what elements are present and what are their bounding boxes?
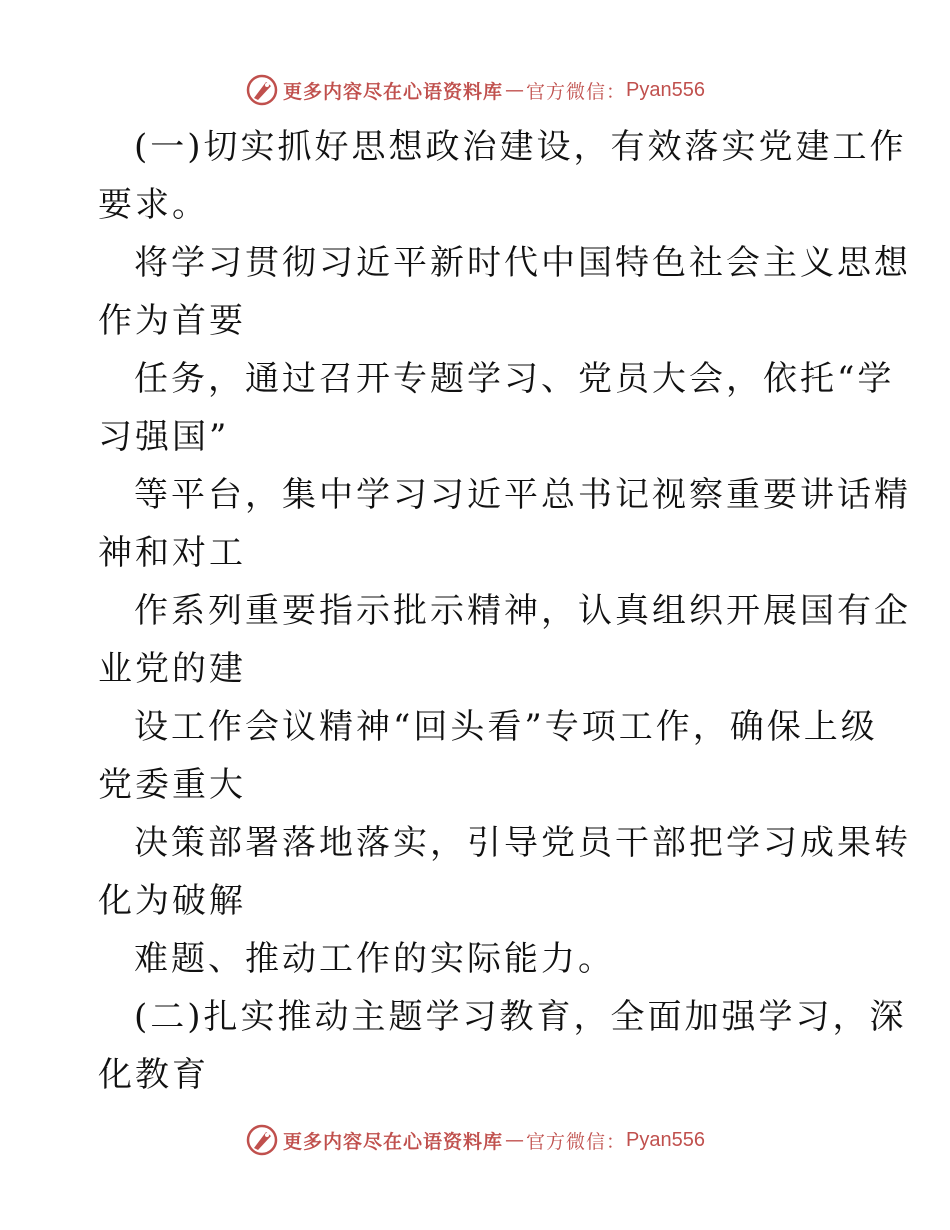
- text-line: 决策部署落地落实，引导党员干部把学习成果转: [134, 823, 911, 863]
- text-line: 难题、推动工作的实际能力。: [134, 939, 615, 979]
- text-line: 党委重大: [98, 765, 246, 805]
- watermark-id: Pyan556: [626, 1128, 705, 1151]
- text-line: 作为首要: [98, 301, 246, 341]
- text-line: 化教育: [98, 1055, 209, 1095]
- text-line: (一)切实抓好思想政治建设，有效落实党建工作: [134, 127, 907, 167]
- text-line: 作系列重要指示批示精神，认真组织开展国有企: [134, 591, 911, 631]
- text-line: 设工作会议精神“回头看”专项工作，确保上级: [134, 707, 878, 747]
- text-line: (二)扎实推动主题学习教育，全面加强学习，深: [134, 997, 907, 1037]
- pen-nib-logo-icon: [245, 1123, 279, 1157]
- watermark-label: 官方微信：: [526, 1130, 627, 1153]
- watermark-label: 官方微信：: [526, 80, 627, 103]
- text-line: 习强国”: [98, 417, 230, 457]
- text-line: 业党的建: [98, 649, 246, 689]
- header-watermark: [0, 70, 950, 110]
- document-body: [98, 118, 911, 1104]
- text-line: 任务，通过召开专题学习、党员大会，依托“学: [134, 359, 895, 399]
- pen-nib-logo-icon: [245, 73, 279, 107]
- text-line: 将学习贯彻习近平新时代中国特色社会主义思想: [134, 243, 911, 283]
- watermark-dash: —: [505, 79, 525, 101]
- text-line: 等平台，集中学习习近平总书记视察重要讲话精: [134, 475, 911, 515]
- text-line: 化为破解: [98, 881, 246, 921]
- watermark-id: Pyan556: [626, 78, 705, 101]
- text-line: 要求。: [98, 185, 209, 225]
- text-line: 神和对工: [98, 533, 246, 573]
- footer-watermark: [0, 1120, 950, 1160]
- watermark-dash: —: [505, 1129, 525, 1151]
- watermark-text: 更多内容尽在心语资料库: [283, 80, 504, 103]
- watermark-text: 更多内容尽在心语资料库: [283, 1130, 504, 1153]
